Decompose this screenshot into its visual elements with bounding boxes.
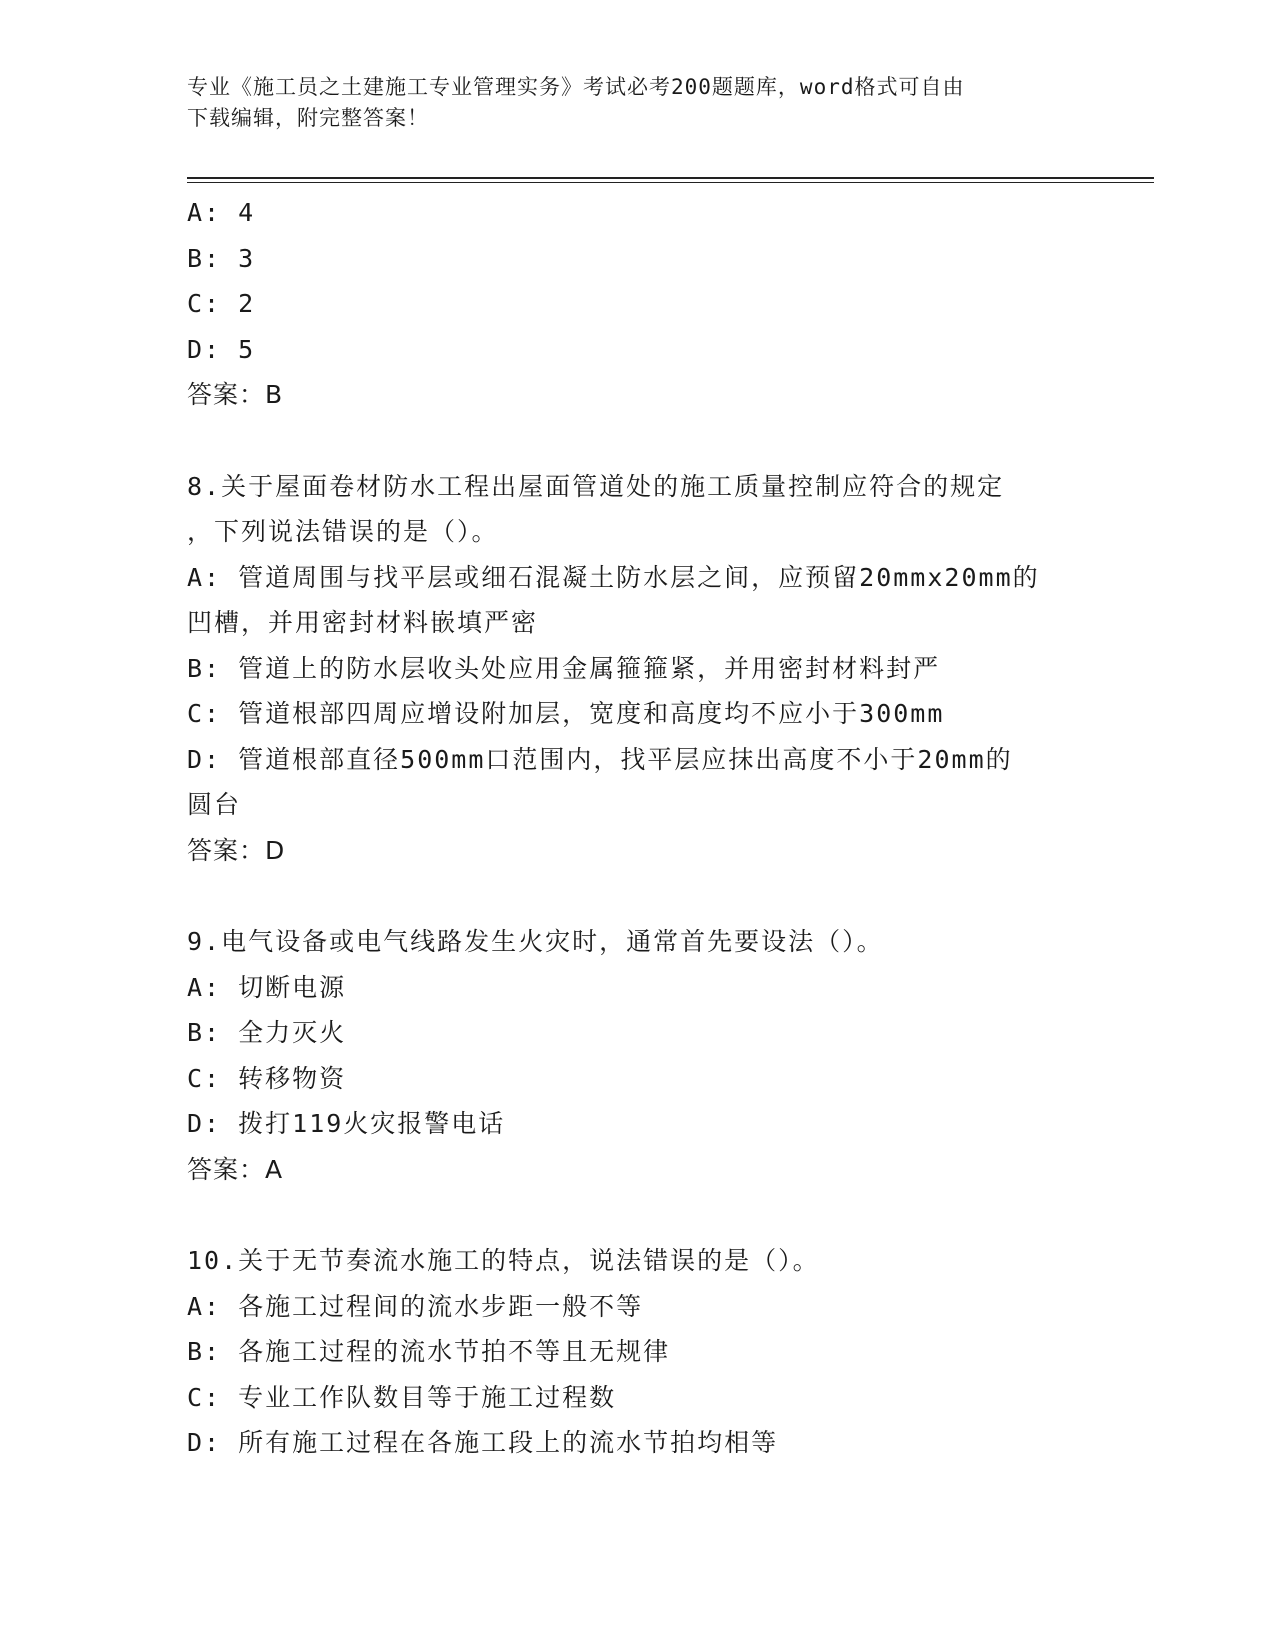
option-c: C: 管道根部四周应增设附加层，宽度和高度均不应小于300mm	[187, 699, 945, 728]
option-a: A: 切断电源	[187, 972, 347, 1002]
answer: 答案：D	[187, 835, 286, 865]
header-divider-thin	[187, 182, 1154, 183]
header-line-2: 下载编辑，附完整答案！	[187, 106, 429, 130]
option-a-cont: 凹槽，并用密封材料嵌填严密	[187, 608, 539, 637]
option-a: A: 4	[187, 198, 256, 227]
question-10	[187, 1238, 1087, 1466]
document-header	[187, 72, 1067, 134]
question-7	[187, 190, 1087, 418]
header-line-1: 专业《施工员之土建施工专业管理实务》考试必考200题题库，word格式可自由	[187, 75, 965, 99]
option-d: D: 5	[187, 334, 256, 364]
option-d: D: 管道根部直径500mm口范围内，找平层应抹出高度不小于20mm的	[187, 744, 1013, 774]
option-d: D: 拨打119火灾报警电话	[187, 1109, 506, 1138]
answer: 答案：B	[187, 380, 284, 409]
option-c: C: 转移物资	[187, 1063, 347, 1093]
question-stem-cont: ，下列说法错误的是（）。	[187, 517, 499, 546]
option-b: B: 3	[187, 243, 256, 273]
question-9	[187, 919, 1087, 1192]
option-a: A: 管道周围与找平层或细石混凝土防水层之间，应预留20mmx20mm的	[187, 562, 1040, 592]
header-divider-thick	[187, 177, 1154, 179]
option-d: D: 所有施工过程在各施工段上的流水节拍均相等	[187, 1428, 779, 1457]
answer: 答案：A	[187, 1154, 284, 1184]
question-stem: 8.关于屋面卷材防水工程出屋面管道处的施工质量控制应符合的规定	[187, 471, 1005, 501]
question-stem: 10.关于无节奏流水施工的特点，说法错误的是（）。	[187, 1246, 820, 1275]
spacer	[187, 418, 1087, 464]
question-8	[187, 464, 1087, 874]
spacer	[187, 1192, 1087, 1238]
spacer	[187, 873, 1087, 919]
question-list	[187, 190, 1087, 1466]
option-d-cont: 圆台	[187, 790, 242, 819]
option-a: A: 各施工过程间的流水步距一般不等	[187, 1291, 644, 1321]
option-b: B: 管道上的防水层收头处应用金属箍箍紧，并用密封材料封严	[187, 653, 941, 683]
option-b: B: 各施工过程的流水节拍不等且无规律	[187, 1337, 671, 1366]
option-c: C: 2	[187, 289, 256, 318]
option-c: C: 专业工作队数目等于施工过程数	[187, 1382, 617, 1412]
question-stem: 9.电气设备或电气线路发生火灾时，通常首先要设法（）。	[187, 927, 884, 956]
option-b: B: 全力灭火	[187, 1018, 347, 1047]
